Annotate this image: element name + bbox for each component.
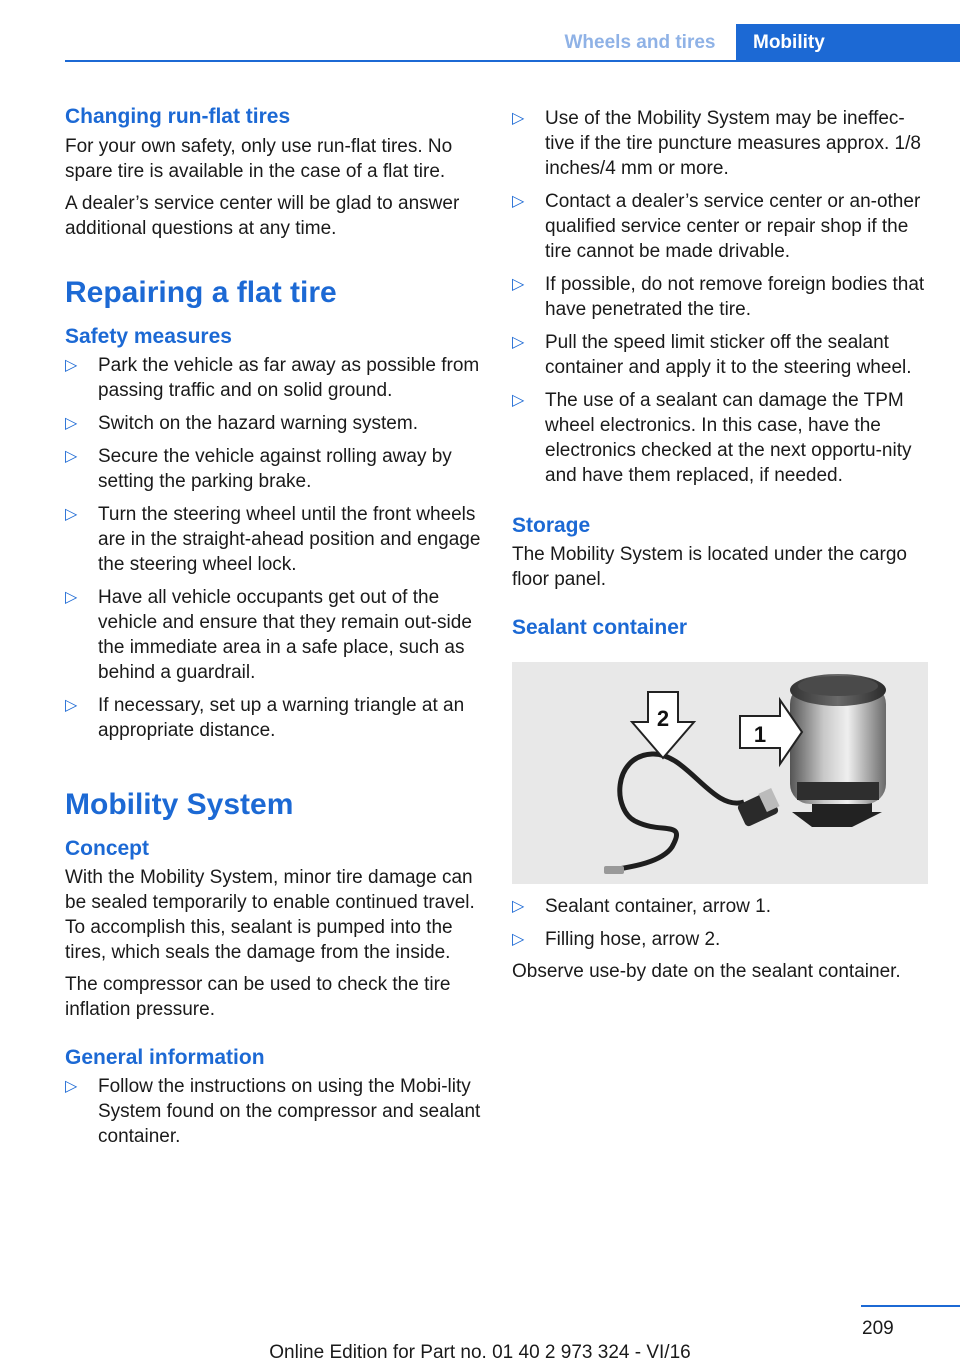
triangle-bullet-icon: ▷ [65, 357, 78, 374]
edition-note: Online Edition for Part no. 01 40 2 973 324 - VI/16 [269, 1342, 691, 1363]
list-item: ▷ If possible, do not remove foreign bodies that have penetrated the tire. [512, 274, 925, 320]
figure-legend-list [512, 894, 932, 952]
list-item: ▷ Switch on the hazard warning system. [65, 413, 418, 434]
list-item: ▷ The use of a sealant can damage the TPM wheel electronics. In this case, have the electronics checked at the next opportu‐nity and have them replaced, if needed. [512, 390, 912, 486]
repair-heading: Repairing a flat tire [65, 276, 337, 309]
list-item: ▷ Use of the Mobility System may be ineffec‐tive if the tire puncture measures approx. 1/8 inches/4 mm or more. [512, 108, 921, 179]
list-item: ▷ Sealant container, arrow 1. [512, 896, 772, 917]
sealant-heading: Sealant container [512, 616, 688, 639]
triangle-bullet-icon: ▷ [512, 898, 525, 915]
list-item: ▷ Have all vehicle occupants get out of the vehicle and ensure that they remain out‐side the immediate area in a safe place, such as behind a guardrail. [65, 587, 472, 683]
runflat-paragraph-1: For your own safety, only use run-flat tires. No spare tire is available in the case of a flat tire. [65, 136, 453, 182]
list-item: ▷ Contact a dealer’s service center or an‐other qualified service center or repair shop if the tire cannot be made drivable. [512, 191, 921, 262]
concept-paragraph-1: With the Mobility System, minor tire damage can be sealed temporarily to enable continued travel. To accomplish this, sealant is pumped into the tires, which seals the damage from the inside. [65, 867, 475, 963]
chapter-tab[interactable]: Mobility [736, 24, 960, 61]
list-item: ▷ Filling hose, arrow 2. [512, 929, 721, 950]
triangle-bullet-icon: ▷ [512, 334, 525, 351]
arrow-1-label: 1 [753, 722, 767, 747]
general-list-continued [512, 106, 932, 488]
storage-heading: Storage [512, 514, 591, 537]
triangle-bullet-icon: ▷ [65, 589, 78, 606]
left-column [65, 100, 483, 1149]
triangle-bullet-icon: ▷ [65, 448, 78, 465]
safety-list [65, 353, 483, 743]
triangle-bullet-icon: ▷ [512, 110, 525, 127]
valve-adapter [604, 866, 624, 874]
triangle-bullet-icon: ▷ [65, 697, 78, 714]
filling-hose [612, 754, 744, 870]
safety-heading: Safety measures [65, 325, 232, 348]
list-item: ▷ Turn the steering wheel until the front wheels are in the straight-ahead position and engage the steering wheel lock. [65, 504, 481, 575]
observe-paragraph: Observe use-by date on the sealant container. [512, 961, 901, 982]
section-tab[interactable]: Wheels and tires [564, 32, 716, 53]
concept-paragraph-2: The compressor can be used to check the tire inflation pressure. [65, 974, 451, 1020]
triangle-bullet-icon: ▷ [512, 931, 525, 948]
general-heading: General information [65, 1046, 265, 1069]
storage-paragraph: The Mobility System is located under the cargo floor panel. [512, 544, 907, 590]
page-number: 209 [862, 1318, 894, 1339]
triangle-bullet-icon: ▷ [65, 415, 78, 432]
triangle-bullet-icon: ▷ [512, 193, 525, 210]
sealant-kit-illustration [512, 662, 928, 884]
triangle-bullet-icon: ▷ [512, 392, 525, 409]
general-list [65, 1074, 483, 1149]
footer-rule [861, 1305, 960, 1307]
right-column [512, 106, 932, 984]
list-item: ▷ Follow the instructions on using the Mobi‐lity System found on the compressor and sealant container. [65, 1076, 481, 1147]
concept-heading: Concept [65, 837, 149, 860]
sealant-container-figure [512, 662, 928, 884]
list-item: ▷ Secure the vehicle against rolling away by setting the parking brake. [65, 446, 452, 492]
triangle-bullet-icon: ▷ [65, 1078, 78, 1095]
runflat-paragraph-2: A dealer’s service center will be glad to answer additional questions at any time. [65, 193, 460, 239]
triangle-bullet-icon: ▷ [65, 506, 78, 523]
list-item: ▷ Park the vehicle as far away as possible from passing traffic and on solid ground. [65, 355, 480, 401]
arrow-2-label: 2 [656, 706, 670, 731]
mobility-heading: Mobility System [65, 788, 294, 821]
list-item: ▷ Pull the speed limit sticker off the sealant container and apply it to the steering wheel. [512, 332, 912, 378]
triangle-bullet-icon: ▷ [512, 276, 525, 293]
runflat-heading: Changing run-flat tires [65, 105, 291, 128]
list-item: ▷ If necessary, set up a warning triangle at an appropriate distance. [65, 695, 465, 741]
